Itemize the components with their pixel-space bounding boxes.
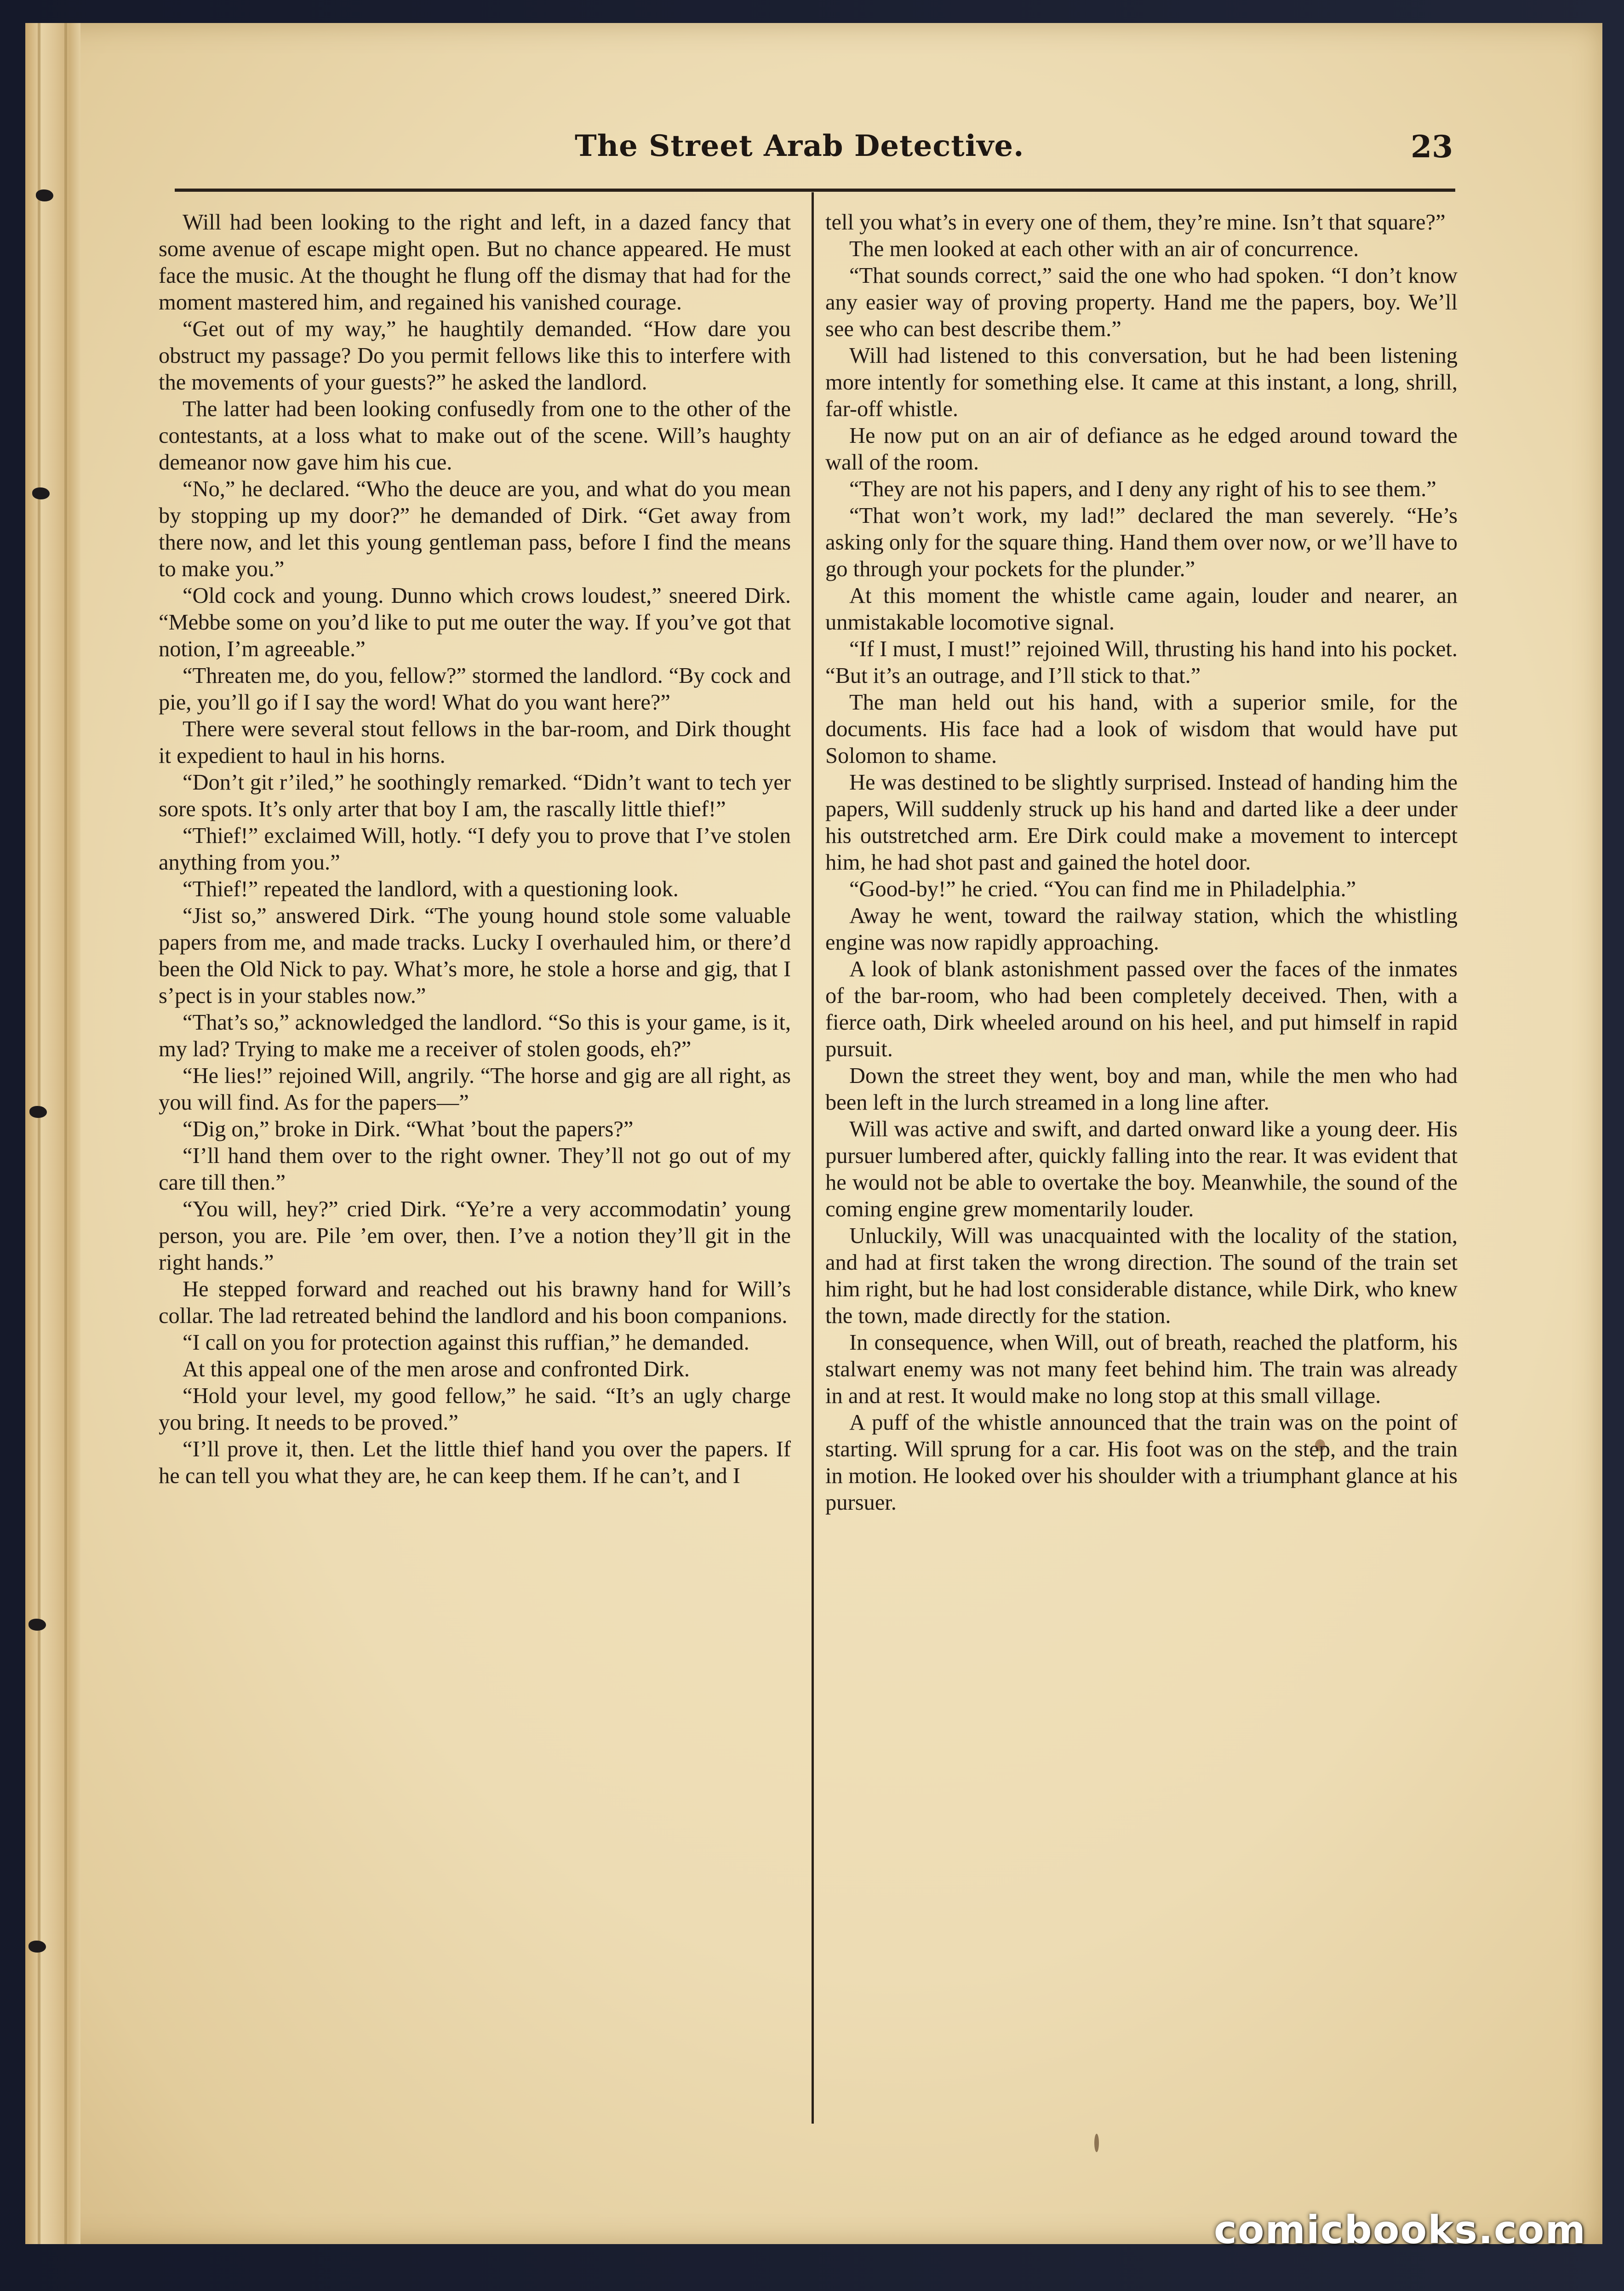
paragraph: In consequence, when Will, out of breath, reached the platform, his stalwart enemy was not many feet behind him. The train was already in and at rest. It would make no long stop at this small village. bbox=[825, 1330, 1458, 1408]
paragraph: “Thief!” exclaimed Will, hotly. “I defy you to prove that I’ve stolen anything from you.” bbox=[159, 824, 791, 875]
paragraph: “Old cock and young. Dunno which crows loudest,” sneered Dirk. “Mebbe some on you’d like to put me outer the way. If you’ve got that notion, I’m agreeable.” bbox=[159, 584, 791, 661]
binding-fold-line bbox=[38, 23, 40, 2244]
paragraph: The man held out his hand, with a superior smile, for the documents. His face had a look of wisdom that would have put Solomon to shame. bbox=[825, 690, 1458, 768]
paragraph: “Threaten me, do you, fellow?” stormed the landlord. “By cock and pie, you’ll go if I say the word! What do you want here?” bbox=[159, 664, 791, 715]
paragraph: “Hold your level, my good fellow,” he said. “It’s an ugly charge you bring. It needs to be proved.” bbox=[159, 1384, 791, 1435]
binding-stitch bbox=[29, 1619, 46, 1631]
paragraph: Away he went, toward the railway station, which the whistling engine was now rapidly approaching. bbox=[825, 904, 1458, 955]
paragraph: The men looked at each other with an air of concurrence. bbox=[849, 237, 1359, 261]
right-column bbox=[825, 209, 1458, 2131]
binding-stitch bbox=[36, 189, 53, 201]
paragraph: He now put on an air of defiance as he edged around toward the wall of the room. bbox=[825, 424, 1458, 475]
paragraph: “That sounds correct,” said the one who had spoken. “I don’t know any easier way of proving property. Hand me the papers, boy. We’ll see who can best describe them.” bbox=[825, 263, 1458, 341]
paragraph: Will was active and swift, and darted onward like a young deer. His pursuer lumbered after, quickly falling into the rear. It was evident that he would not be able to overtake the boy. Meanwhile, the sound of the coming engine grew momentarily louder. bbox=[825, 1117, 1458, 1221]
paragraph: He was destined to be slightly surprised. Instead of handing him the papers, Will suddenly struck up his hand and darted like a deer under his outstretched arm. Ere Dirk could make a movement to intercept him, he had shot past and gained the hotel door. bbox=[825, 770, 1458, 875]
paragraph: He stepped forward and reached out his brawny hand for Will’s collar. The lad retreated behind the landlord and his boon companions. bbox=[159, 1277, 791, 1328]
paragraph: “That won’t work, my lad!” declared the man severely. “He’s asking only for the square thing. Hand them over now, or we’ll have to go through your pockets for the plunder.” bbox=[825, 504, 1458, 581]
binding-fold-line bbox=[64, 23, 67, 2244]
paragraph: Unluckily, Will was unacquainted with the locality of the station, and had at first taken the wrong direction. The sound of the train set him right, but he had lost considerable distance, while Dirk, who knew the town, made directly for the station. bbox=[825, 1224, 1458, 1328]
column-divider bbox=[812, 192, 814, 2124]
binding-stitch bbox=[29, 1941, 46, 1953]
paragraph: “Don’t git r’iled,” he soothingly remarked. “Didn’t want to tech yer sore spots. It’s only arter that boy I am, the rascally little thief!” bbox=[159, 770, 791, 821]
paragraph: “Thief!” repeated the landlord, with a questioning look. bbox=[183, 877, 679, 901]
paragraph: “Good-by!” he cried. “You can find me in Philadelphia.” bbox=[849, 877, 1356, 901]
paragraph: Will had listened to this conversation, but he had been listening more intently for something else. It came at this instant, a long, shrill, far-off whistle. bbox=[825, 344, 1458, 421]
paragraph: “That’s so,” acknowledged the landlord. “So this is your game, is it, my lad? Trying to make me a receiver of stolen goods, eh?” bbox=[159, 1010, 791, 1061]
binding-stitch bbox=[29, 1106, 47, 1118]
binding-edge bbox=[25, 23, 80, 2244]
paragraph: There were several stout fellows in the bar-room, and Dirk thought it expedient to haul in his horns. bbox=[159, 717, 791, 768]
paragraph: “Jist so,” answered Dirk. “The young hound stole some valuable papers from me, and made tracks. Lucky I overhauled him, or there’d been the Old Nick to pay. What’s more, he stole a horse and gig, that I s’pect is in your stables now.” bbox=[159, 904, 791, 1008]
paragraph: “I’ll hand them over to the right owner. They’ll not go out of my care till then.” bbox=[159, 1144, 791, 1195]
paragraph: “If I must, I must!” rejoined Will, thrusting his hand into his pocket. “But it’s an outrage, and I’ll stick to that.” bbox=[825, 637, 1458, 688]
paragraph: “I call on you for protection against this ruffian,” he demanded. bbox=[183, 1330, 749, 1355]
paragraph: At this appeal one of the men arose and confronted Dirk. bbox=[183, 1357, 690, 1381]
ink-spot bbox=[1094, 2134, 1099, 2152]
paragraph: “Dig on,” broke in Dirk. “What ’bout the papers?” bbox=[183, 1117, 634, 1141]
paragraph: “I’ll prove it, then. Let the little thief hand you over the papers. If he can tell you what they are, he can keep them. If he can’t, and I bbox=[159, 1437, 791, 1488]
paragraph: “He lies!” rejoined Will, angrily. “The horse and gig are all right, as you will find. As for the papers—” bbox=[159, 1064, 791, 1115]
paragraph: At this moment the whistle came again, louder and nearer, an unmistakable locomotive signal. bbox=[825, 584, 1458, 635]
page-header bbox=[175, 124, 1453, 175]
header-rule bbox=[175, 189, 1455, 192]
paragraph: “No,” he declared. “Who the deuce are you, and what do you mean by stopping up my door?” he demanded of Dirk. “Get away from there now, and let this young gentleman pass, before I find the means to make you.” bbox=[159, 477, 791, 581]
page-number: 23 bbox=[1411, 129, 1453, 165]
paragraph: Will had been looking to the right and left, in a dazed fancy that some avenue of escape might open. But no chance appeared. He must face the music. At the thought he flung off the dismay that had for the moment mastered him, and regained his vanished courage. bbox=[159, 210, 791, 315]
left-column bbox=[159, 209, 791, 2131]
paragraph: The latter had been looking confusedly from one to the other of the contestants, at a loss what to make out of the scene. Will’s haughty demeanor now gave him his cue. bbox=[159, 397, 791, 475]
binding-stitch bbox=[32, 487, 50, 499]
paragraph: “Get out of my way,” he haughtily demanded. “How dare you obstruct my passage? Do you permit fellows like this to interfere with the movements of your guests?” he asked the landlord. bbox=[159, 317, 791, 395]
watermark: comicbooks.com bbox=[1214, 2207, 1586, 2252]
paragraph: A puff of the whistle announced that the train was on the point of starting. Will sprung for a car. His foot was on the step, and the train in motion. He looked over his shoulder with a triumphant glance at his pursuer. bbox=[825, 1410, 1458, 1515]
paragraph: “They are not his papers, and I deny any right of his to see them.” bbox=[849, 477, 1436, 501]
paragraph: Down the street they went, boy and man, while the men who had been left in the lurch streamed in a long line after. bbox=[825, 1064, 1458, 1115]
paragraph-continued: tell you what’s in every one of them, they’re mine. Isn’t that square?” bbox=[825, 210, 1446, 235]
paragraph: “You will, hey?” cried Dirk. “Ye’re a very accommodatin’ young person, you are. Pile ’em over, then. I’ve a notion they’ll git in the right hands.” bbox=[159, 1197, 791, 1275]
paragraph: A look of blank astonishment passed over the faces of the inmates of the bar-room, who had been completely deceived. Then, with a fierce oath, Dirk wheeled around on his heel, and put himself in rapid pursuit. bbox=[825, 957, 1458, 1061]
running-title: The Street Arab Detective. bbox=[575, 129, 1024, 163]
